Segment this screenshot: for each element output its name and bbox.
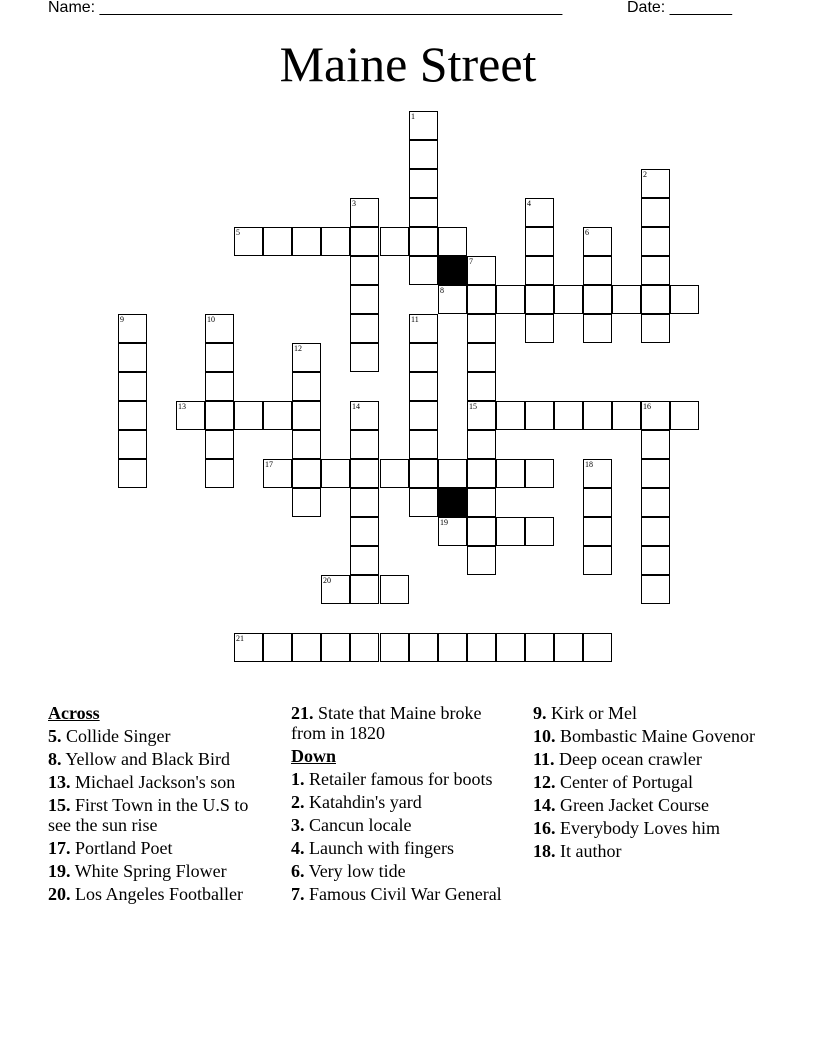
clue-column-3 — [533, 703, 758, 864]
grid-cell[interactable] — [641, 285, 670, 314]
grid-cell[interactable] — [321, 227, 350, 256]
grid-cell[interactable] — [350, 633, 379, 662]
down-clue — [533, 795, 758, 815]
grid-cell[interactable] — [641, 575, 670, 604]
grid-cell[interactable] — [583, 401, 612, 430]
clue-number-label: 19. — [48, 861, 71, 881]
grid-cell[interactable] — [409, 430, 438, 459]
grid-cell[interactable] — [583, 546, 612, 575]
grid-cell[interactable] — [554, 285, 583, 314]
clue-number: 21 — [236, 634, 244, 643]
across-clue — [48, 795, 273, 835]
grid-cell[interactable] — [525, 633, 554, 662]
grid-cell[interactable] — [641, 488, 670, 517]
grid-cell[interactable] — [380, 227, 409, 256]
grid-cell[interactable] — [292, 372, 321, 401]
grid-cell[interactable] — [525, 256, 554, 285]
grid-cell[interactable] — [496, 401, 525, 430]
black-cell — [438, 488, 467, 517]
grid-cell[interactable] — [321, 459, 350, 488]
grid-cell[interactable] — [350, 227, 379, 256]
clue-column-2 — [291, 703, 516, 907]
grid-cell[interactable] — [641, 546, 670, 575]
clue-text: Very low tide — [308, 861, 406, 881]
down-clue — [533, 703, 758, 723]
across-clue — [48, 838, 273, 858]
grid-cell[interactable] — [409, 140, 438, 169]
grid-cell[interactable] — [409, 227, 438, 256]
clue-number-label: 4. — [291, 838, 305, 858]
grid-cell[interactable] — [292, 401, 321, 430]
grid-cell[interactable] — [380, 459, 409, 488]
grid-cell[interactable] — [409, 633, 438, 662]
grid-cell[interactable] — [292, 488, 321, 517]
grid-cell[interactable] — [205, 372, 234, 401]
grid-cell[interactable] — [205, 343, 234, 372]
across-clue — [48, 726, 273, 746]
clue-number: 7 — [469, 257, 473, 266]
clue-number-label: 5. — [48, 726, 62, 746]
grid-cell[interactable] — [467, 517, 496, 546]
grid-cell[interactable] — [409, 372, 438, 401]
down-clue — [533, 749, 758, 769]
grid-cell[interactable] — [118, 401, 147, 430]
clue-text: Green Jacket Course — [560, 795, 709, 815]
clue-number-label: 20. — [48, 884, 71, 904]
grid-cell[interactable] — [496, 285, 525, 314]
clue-number: 13 — [178, 402, 186, 411]
down-clue — [533, 818, 758, 838]
clue-number: 9 — [120, 315, 124, 324]
grid-cell[interactable] — [641, 314, 670, 343]
down-clue — [533, 726, 758, 746]
clue-text: First Town in the U.S to see the sun rise — [48, 795, 249, 835]
grid-cell[interactable] — [321, 633, 350, 662]
grid-cell[interactable] — [641, 256, 670, 285]
clue-number: 1 — [411, 112, 415, 121]
grid-cell[interactable] — [263, 633, 292, 662]
grid-cell[interactable] — [583, 633, 612, 662]
clue-text: Famous Civil War General — [309, 884, 502, 904]
clue-text: Katahdin's yard — [309, 792, 422, 812]
grid-cell[interactable] — [205, 401, 234, 430]
grid-cell[interactable] — [350, 430, 379, 459]
clue-number: 6 — [585, 228, 589, 237]
across-clue — [291, 703, 516, 743]
clue-number: 5 — [236, 228, 240, 237]
clue-number-label: 21. — [291, 703, 314, 723]
grid-cell[interactable] — [118, 430, 147, 459]
clue-text: It author — [560, 841, 622, 861]
grid-cell[interactable] — [467, 459, 496, 488]
grid-cell[interactable] — [350, 256, 379, 285]
grid-cell[interactable] — [467, 430, 496, 459]
grid-cell[interactable] — [409, 459, 438, 488]
clue-number: 17 — [265, 460, 273, 469]
clue-number-label: 9. — [533, 703, 547, 723]
grid-cell[interactable] — [467, 343, 496, 372]
across-clue — [48, 861, 273, 881]
clue-number-label: 3. — [291, 815, 305, 835]
clue-text: Cancun locale — [309, 815, 412, 835]
clue-number: 3 — [352, 199, 356, 208]
grid-cell[interactable] — [496, 633, 525, 662]
clue-column-1 — [48, 703, 273, 907]
grid-cell[interactable] — [350, 546, 379, 575]
clue-number-label: 14. — [533, 795, 556, 815]
name-field[interactable]: Name: ____________________________________________________ — [48, 0, 563, 16]
grid-cell[interactable] — [467, 285, 496, 314]
clue-number: 2 — [643, 170, 647, 179]
grid-cell[interactable] — [380, 575, 409, 604]
clue-number: 19 — [440, 518, 448, 527]
grid-cell[interactable] — [292, 633, 321, 662]
across-clue — [48, 884, 273, 904]
clue-number-label: 15. — [48, 795, 71, 815]
grid-cell[interactable] — [583, 517, 612, 546]
clue-number: 20 — [323, 576, 331, 585]
down-clue — [533, 841, 758, 861]
across-clue — [48, 772, 273, 792]
grid-cell[interactable] — [350, 488, 379, 517]
grid-cell[interactable] — [496, 517, 525, 546]
grid-cell[interactable] — [118, 372, 147, 401]
clue-text: Kirk or Mel — [551, 703, 637, 723]
page-title: Maine Street — [279, 36, 537, 92]
grid-cell[interactable] — [409, 198, 438, 227]
down-heading: Down — [291, 746, 337, 766]
down-clue — [291, 769, 516, 789]
clue-number-label: 6. — [291, 861, 305, 881]
across-clue — [48, 749, 273, 769]
down-clue — [291, 815, 516, 835]
grid-cell[interactable] — [409, 169, 438, 198]
clue-text: State that Maine broke from in 1820 — [291, 703, 482, 743]
grid-cell[interactable] — [292, 430, 321, 459]
clue-number: 12 — [294, 344, 302, 353]
grid-cell[interactable] — [409, 488, 438, 517]
grid-cell[interactable] — [292, 459, 321, 488]
grid-cell[interactable] — [350, 459, 379, 488]
down-clue — [533, 772, 758, 792]
clue-text: Michael Jackson's son — [75, 772, 236, 792]
grid-cell[interactable] — [234, 401, 263, 430]
grid-cell[interactable] — [438, 227, 467, 256]
grid-cell[interactable] — [118, 459, 147, 488]
grid-cell[interactable] — [525, 314, 554, 343]
grid-cell[interactable] — [409, 343, 438, 372]
grid-cell[interactable] — [554, 633, 583, 662]
clue-number: 18 — [585, 460, 593, 469]
clue-number-label: 17. — [48, 838, 71, 858]
grid-cell[interactable] — [554, 401, 583, 430]
grid-cell[interactable] — [525, 517, 554, 546]
clue-text: Center of Portugal — [560, 772, 693, 792]
clue-text: Collide Singer — [66, 726, 171, 746]
grid-cell[interactable] — [612, 401, 641, 430]
clue-text: Yellow and Black Bird — [65, 749, 231, 769]
grid-cell[interactable] — [467, 546, 496, 575]
clue-number-label: 7. — [291, 884, 305, 904]
grid-cell[interactable] — [350, 285, 379, 314]
clue-number-label: 1. — [291, 769, 305, 789]
grid-cell[interactable] — [350, 343, 379, 372]
grid-cell[interactable] — [467, 314, 496, 343]
grid-cell[interactable] — [467, 633, 496, 662]
grid-cell[interactable] — [641, 430, 670, 459]
clue-number: 14 — [352, 402, 360, 411]
clue-number: 10 — [207, 315, 215, 324]
grid-cell[interactable] — [496, 459, 525, 488]
clue-number-label: 10. — [533, 726, 556, 746]
grid-cell[interactable] — [525, 227, 554, 256]
grid-cell[interactable] — [641, 459, 670, 488]
clue-text: Los Angeles Footballer — [75, 884, 243, 904]
clue-text: Portland Poet — [75, 838, 173, 858]
grid-cell[interactable] — [350, 314, 379, 343]
clue-number: 8 — [440, 286, 444, 295]
clue-number-label: 2. — [291, 792, 305, 812]
clue-text: Deep ocean crawler — [559, 749, 702, 769]
grid-cell[interactable] — [525, 285, 554, 314]
grid-cell[interactable] — [205, 459, 234, 488]
clue-number-label: 12. — [533, 772, 556, 792]
clue-number-label: 13. — [48, 772, 71, 792]
grid-cell[interactable] — [641, 198, 670, 227]
clue-text: Everybody Loves him — [560, 818, 720, 838]
clue-number-label: 11. — [533, 749, 555, 769]
grid-cell[interactable] — [409, 256, 438, 285]
down-clue — [291, 861, 516, 881]
grid-cell[interactable] — [350, 517, 379, 546]
grid-cell[interactable] — [525, 459, 554, 488]
grid-cell[interactable] — [205, 430, 234, 459]
clue-number: 15 — [469, 402, 477, 411]
grid-cell[interactable] — [583, 256, 612, 285]
grid-cell[interactable] — [438, 633, 467, 662]
grid-cell[interactable] — [467, 372, 496, 401]
grid-cell[interactable] — [641, 517, 670, 546]
grid-cell[interactable] — [583, 285, 612, 314]
grid-cell[interactable] — [525, 401, 554, 430]
clue-text: Retailer famous for boots — [309, 769, 493, 789]
clue-number-label: 18. — [533, 841, 556, 861]
grid-cell[interactable] — [409, 401, 438, 430]
clue-number: 4 — [527, 199, 531, 208]
grid-cell[interactable] — [380, 633, 409, 662]
clue-number-label: 16. — [533, 818, 556, 838]
grid-cell[interactable] — [438, 459, 467, 488]
grid-cell[interactable] — [641, 227, 670, 256]
black-cell — [438, 256, 467, 285]
clue-number: 16 — [643, 402, 651, 411]
grid-cell[interactable] — [583, 314, 612, 343]
clue-number: 11 — [411, 315, 419, 324]
grid-cell[interactable] — [612, 285, 641, 314]
grid-cell[interactable] — [467, 488, 496, 517]
grid-cell[interactable] — [263, 401, 292, 430]
across-heading: Across — [48, 703, 100, 723]
grid-cell[interactable] — [583, 488, 612, 517]
down-clue — [291, 792, 516, 812]
down-clue — [291, 884, 516, 904]
grid-cell[interactable] — [263, 227, 292, 256]
down-clue — [291, 838, 516, 858]
grid-cell[interactable] — [292, 227, 321, 256]
grid-cell[interactable] — [670, 285, 699, 314]
grid-cell[interactable] — [670, 401, 699, 430]
grid-cell[interactable] — [118, 343, 147, 372]
clue-text: Bombastic Maine Govenor — [560, 726, 755, 746]
grid-cell[interactable] — [350, 575, 379, 604]
clue-text: Launch with fingers — [309, 838, 454, 858]
date-field[interactable]: Date: _______ — [627, 0, 732, 16]
clue-number-label: 8. — [48, 749, 62, 769]
clue-text: White Spring Flower — [74, 861, 227, 881]
